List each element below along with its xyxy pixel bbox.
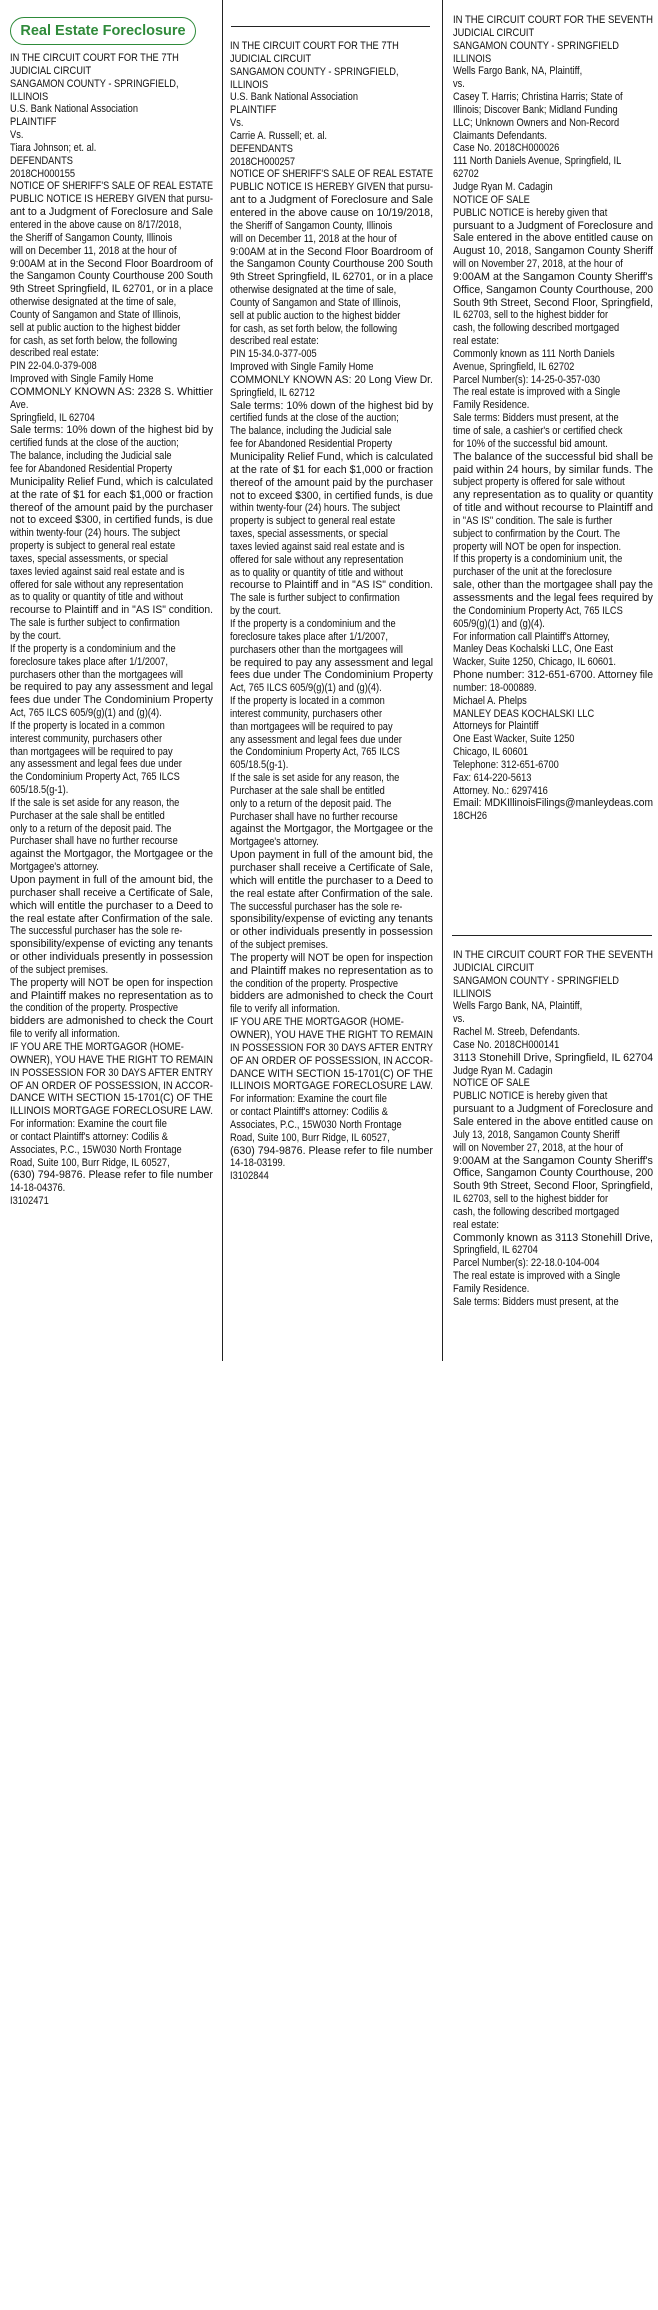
col1-line: the real estate after Confirmation of the sale. bbox=[10, 912, 214, 925]
col3a-line: Avenue, Springfield, IL 62702 bbox=[453, 360, 575, 373]
col1-line: U.S. Bank National Association bbox=[10, 103, 139, 116]
col1-line: entered in the above cause on 8/17/2018, bbox=[10, 218, 182, 231]
col2-line: Sale terms: 10% down of the highest bid by bbox=[230, 399, 434, 412]
col2-line: JUDICIAL CIRCUIT bbox=[230, 52, 312, 65]
col3a-line: 9:00AM at the Sangamon County Sheriff's bbox=[453, 270, 653, 283]
col3a-line: paid within 24 hours, by similar funds. The bbox=[453, 463, 654, 476]
col1-line: fee for Abandoned Residential Property bbox=[10, 463, 173, 475]
col1-line: I3102471 bbox=[10, 1195, 49, 1208]
col3b-line: Case No. 2018CH000141 bbox=[453, 1038, 560, 1051]
col3b-line: Office, Sangamon County Courthouse, 200 bbox=[453, 1167, 654, 1180]
col1-line: County of Sangamon and State of Illinois, bbox=[10, 308, 181, 321]
col3b-line: Sale terms: Bidders must present, at the bbox=[453, 1295, 619, 1308]
col3a-line: Wells Fargo Bank, NA, Plaintiff, bbox=[453, 65, 583, 78]
col1-line: The successful purchaser has the sole re- bbox=[10, 925, 183, 938]
col3a-line: August 10, 2018, Sangamon County Sheriff bbox=[453, 245, 653, 258]
col1-line: property is subject to general real estate bbox=[10, 540, 176, 553]
col2-line: If the sale is set aside for any reason, the bbox=[230, 772, 400, 785]
col3a-line: assessments and the legal fees required by bbox=[453, 591, 653, 604]
col3a-line: Email: MDKIllinoisFilings@manleydeas.com bbox=[453, 797, 654, 810]
col1-line: 14-18-04376. bbox=[10, 1182, 66, 1195]
col1-line: Act, 765 ILCS 605/9(g)(1) and (g)(4). bbox=[10, 707, 162, 720]
col1-line: purchasers other than the mortgagees will bbox=[10, 668, 183, 681]
col1-line: OWNER), YOU HAVE THE RIGHT TO REMAIN bbox=[10, 1053, 214, 1066]
col1-line: as to quality or quantity of title and without bbox=[10, 591, 183, 604]
col3a-line: purchaser of the unit at the foreclosure bbox=[453, 566, 612, 579]
col2-line: I3102844 bbox=[230, 1170, 269, 1183]
col3a-line: Wacker, Suite 1250, Chicago, IL 60601. bbox=[453, 656, 616, 669]
col2-line: Mortgagee's attorney. bbox=[230, 836, 319, 849]
col1-line: any assessment and legal fees due under bbox=[10, 758, 182, 771]
col3a-line: ILLINOIS bbox=[453, 52, 492, 65]
col3a-line: Attorney. No.: 6297416 bbox=[453, 784, 548, 797]
col3a-line: LLC; Unknown Owners and Non-Record bbox=[453, 116, 620, 129]
col1-line: of the subject premises. bbox=[10, 963, 109, 976]
col3b-line: The real estate is improved with a Single bbox=[453, 1270, 621, 1283]
column-3-notice-b bbox=[453, 949, 658, 2310]
col3a-line: 111 North Daniels Avenue, Springfield, IL bbox=[453, 155, 622, 168]
col1-line: fees due under The Condominium Property bbox=[10, 694, 213, 707]
col1-line: If the property is a condominium and the bbox=[10, 642, 176, 655]
col2-line: only to a return of the deposit paid. The bbox=[230, 797, 392, 810]
col2-line: bidders are admonished to check the Court bbox=[230, 990, 433, 1003]
col1-line: at the rate of $1 for each $1,000 or fraction bbox=[10, 488, 214, 501]
col3a-line: Manley Deas Kochalski LLC, One East bbox=[453, 643, 614, 656]
col1-line: PLAINTIFF bbox=[10, 116, 57, 129]
col3a-line: vs. bbox=[453, 78, 465, 91]
col1-line: recourse to Plaintiff and in "AS IS" condition. bbox=[10, 604, 214, 617]
col3b-line: IL 62703, sell to the highest bidder for bbox=[453, 1193, 609, 1206]
col2-line: SANGAMON COUNTY - SPRINGFIELD, bbox=[230, 65, 399, 78]
col2-line: County of Sangamon and State of Illinois, bbox=[230, 296, 401, 309]
col3b-line: vs. bbox=[453, 1013, 465, 1026]
col3a-line: subject to confirmation by the Court. The bbox=[453, 527, 621, 540]
col2-line: Carrie A. Russell; et. al. bbox=[230, 129, 328, 142]
col1-line: OF AN ORDER OF POSSESSION, IN ACCOR- bbox=[10, 1079, 213, 1092]
col3a-line: JUDICIAL CIRCUIT bbox=[453, 26, 535, 39]
col2-line: taxes, special assessments, or special bbox=[230, 528, 388, 541]
col1-line: described real estate: bbox=[10, 347, 99, 360]
col1-line: Associates, P.C., 15W030 North Frontage bbox=[10, 1143, 182, 1156]
col3a-line: Commonly known as 111 North Daniels bbox=[453, 347, 615, 360]
col3a-line: IN THE CIRCUIT COURT FOR THE SEVENTH bbox=[453, 14, 653, 26]
col1-line: PIN 22-04.0-379-008 bbox=[10, 360, 97, 373]
col3a-line: 605/9(g)(1) and (g)(4). bbox=[453, 617, 545, 630]
col3a-line: South 9th Street, Second Floor, Springfield, bbox=[453, 296, 653, 309]
col2-line: Improved with Single Family Home bbox=[230, 361, 374, 374]
col3b-line: Rachel M. Streeb, Defendants. bbox=[453, 1026, 580, 1039]
col1-line: DANCE WITH SECTION 15-1701(C) OF THE bbox=[10, 1092, 213, 1105]
col2-line: described real estate: bbox=[230, 335, 319, 348]
col2-line: be required to pay any assessment and legal bbox=[230, 656, 434, 669]
col3b-line: Parcel Number(s): 22-18.0-104-004 bbox=[453, 1257, 600, 1270]
col1-line: If the property is located in a common bbox=[10, 719, 165, 732]
column2-top-rule bbox=[231, 26, 430, 27]
col1-line: which will entitle the purchaser to a Deed to bbox=[10, 899, 214, 912]
col2-line: or other individuals presently in possession bbox=[230, 926, 433, 939]
col2-line: the Sangamon County Courthouse 200 South bbox=[230, 258, 433, 271]
col3b-line: 9:00AM at the Sangamon County Sheriff's bbox=[453, 1154, 653, 1167]
col1-line: 2018CH000155 bbox=[10, 167, 76, 180]
col2-line: property is subject to general real estate bbox=[230, 515, 396, 528]
col3a-line: PUBLIC NOTICE is hereby given that bbox=[453, 206, 608, 219]
col3a-line: property will NOT be open for inspection. bbox=[453, 540, 622, 553]
col3a-line: The balance of the successful bid shall be bbox=[453, 450, 654, 463]
col2-line: offered for sale without any representation bbox=[230, 553, 404, 566]
col2-line: Vs. bbox=[230, 117, 244, 130]
col1-line: COMMONLY KNOWN AS: 2328 S. Whittier bbox=[10, 385, 214, 398]
col1-line: by the court. bbox=[10, 629, 62, 642]
col2-line: sponsibility/expense of evicting any tenants bbox=[230, 913, 433, 926]
col1-line: the Sheriff of Sangamon County, Illinois bbox=[10, 231, 173, 244]
col3a-line: Telephone: 312-651-6700 bbox=[453, 758, 559, 771]
col2-line: the Condominium Property Act, 765 ILCS bbox=[230, 746, 400, 759]
col2-line: ant to a Judgment of Foreclosure and Sale bbox=[230, 194, 434, 207]
col3a-line: Casey T. Harris; Christina Harris; State of bbox=[453, 91, 623, 104]
col1-line: For information: Examine the court file bbox=[10, 1118, 167, 1131]
col2-line: OF AN ORDER OF POSSESSION, IN ACCOR- bbox=[230, 1054, 433, 1067]
col2-line: IN THE CIRCUIT COURT FOR THE 7TH bbox=[230, 40, 399, 52]
col3a-line: subject property is offered for sale without bbox=[453, 476, 625, 489]
col1-line: SANGAMON COUNTY - SPRINGFIELD, bbox=[10, 77, 179, 90]
col3b-line: cash, the following described mortgaged bbox=[453, 1205, 620, 1218]
col1-line: Upon payment in full of the amount bid, the bbox=[10, 874, 213, 886]
col2-line: purchasers other than the mortgagees will bbox=[230, 643, 403, 656]
col1-line: 605/18.5(g-1). bbox=[10, 784, 69, 797]
col3b-line: Springfield, IL 62704 bbox=[453, 1244, 538, 1257]
col1-line: IN THE CIRCUIT COURT FOR THE 7TH bbox=[10, 52, 179, 64]
col2-line: (630) 794-9876. Please refer to file number bbox=[230, 1144, 433, 1157]
col1-line: Improved with Single Family Home bbox=[10, 373, 154, 386]
col2-line: the condition of the property. Prospective bbox=[230, 977, 399, 990]
col1-line: otherwise designated at the time of sale, bbox=[10, 296, 177, 309]
col2-line: sell at public auction to the highest bidder bbox=[230, 309, 401, 322]
col3a-line: the Condominium Property Act, 765 ILCS bbox=[453, 604, 623, 617]
col2-line: Upon payment in full of the amount bid, the bbox=[230, 849, 433, 862]
col2-line: within twenty-four (24) hours. The subject bbox=[230, 502, 401, 515]
col3a-line: NOTICE OF SALE bbox=[453, 193, 530, 206]
col2-line: Associates, P.C., 15W030 North Frontage bbox=[230, 1118, 402, 1131]
col2-line: DANCE WITH SECTION 15-1701(C) OF THE bbox=[230, 1067, 433, 1080]
col3a-line: Fax: 614-220-5613 bbox=[453, 771, 532, 784]
col2-line: fee for Abandoned Residential Property bbox=[230, 438, 393, 451]
col3b-line: PUBLIC NOTICE is hereby given that bbox=[453, 1090, 608, 1103]
col1-line: If the sale is set aside for any reason, the bbox=[10, 796, 180, 809]
col1-line: foreclosure takes place after 1/1/2007, bbox=[10, 655, 168, 668]
col2-line: Act, 765 ILCS 605/9(g)(1) and (g)(4). bbox=[230, 682, 382, 695]
col3a-line: Illinois; Discover Bank; Midland Funding bbox=[453, 103, 618, 116]
col1-line: NOTICE OF SHERIFF'S SALE OF REAL ESTATE bbox=[10, 180, 214, 193]
col2-line: Springfield, IL 62712 bbox=[230, 386, 315, 399]
col2-line: IF YOU ARE THE MORTGAGOR (HOME- bbox=[230, 1016, 404, 1029]
col3b-line: real estate: bbox=[453, 1218, 499, 1231]
col1-line: Mortgagee's attorney. bbox=[10, 861, 99, 874]
col1-line: only to a return of the deposit paid. The bbox=[10, 822, 172, 835]
col3a-line: Family Residence. bbox=[453, 399, 530, 412]
col1-line: the Condominium Property Act, 765 ILCS bbox=[10, 771, 180, 784]
col1-line: be required to pay any assessment and legal bbox=[10, 681, 214, 694]
col2-line: DEFENDANTS bbox=[230, 142, 293, 155]
col2-line: foreclosure takes place after 1/1/2007, bbox=[230, 630, 388, 643]
col2-line: at the rate of $1 for each $1,000 or fraction bbox=[230, 463, 434, 476]
col2-line: 14-18-03199. bbox=[230, 1157, 286, 1170]
col3b-line: South 9th Street, Second Floor, Springfield, bbox=[453, 1180, 653, 1193]
col2-line: 9:00AM at in the Second Floor Boardroom of bbox=[230, 245, 433, 258]
col1-line: Tiara Johnson; et. al. bbox=[10, 141, 97, 154]
col2-line: the Sheriff of Sangamon County, Illinois bbox=[230, 219, 393, 232]
col2-line: Purchaser at the sale shall be entitled bbox=[230, 784, 385, 797]
col3a-line: any representation as to quality or quantity bbox=[453, 489, 654, 502]
col2-line: as to quality or quantity of title and without bbox=[230, 566, 403, 579]
col3b-line: Sale entered in the above entitled cause on bbox=[453, 1115, 654, 1128]
col2-line: 2018CH000257 bbox=[230, 155, 296, 168]
col1-line: bidders are admonished to check the Court bbox=[10, 1015, 213, 1028]
col3a-line: in "AS IS" condition. The sale is further bbox=[453, 514, 613, 527]
col3a-line: Chicago, IL 60601 bbox=[453, 746, 529, 759]
column-2-notice bbox=[230, 40, 462, 1401]
col2-line: 605/18.5(g-1). bbox=[230, 759, 289, 772]
col2-line: fees due under The Condominium Property bbox=[230, 669, 433, 682]
col2-line: OWNER), YOU HAVE THE RIGHT TO REMAIN bbox=[230, 1028, 434, 1041]
col2-line: interest community, purchasers other bbox=[230, 707, 383, 720]
col1-line: Purchaser at the sale shall be entitled bbox=[10, 809, 165, 822]
col2-line: NOTICE OF SHERIFF'S SALE OF REAL ESTATE bbox=[230, 168, 434, 181]
col1-line: The balance, including the Judicial sale bbox=[10, 450, 172, 463]
col3b-line: IN THE CIRCUIT COURT FOR THE SEVENTH bbox=[453, 949, 653, 961]
col3a-line: The real estate is improved with a Single bbox=[453, 386, 621, 399]
col2-line: entered in the above cause on 10/19/2018, bbox=[230, 206, 434, 219]
col1-line: IN POSSESSION FOR 30 DAYS AFTER ENTRY bbox=[10, 1066, 214, 1079]
col1-line: Springfield, IL 62704 bbox=[10, 411, 95, 424]
col2-line: If the property is located in a common bbox=[230, 695, 385, 708]
col1-line: will on December 11, 2018 at the hour of bbox=[10, 244, 177, 257]
col1-line: taxes levied against said real estate and is bbox=[10, 565, 185, 578]
col3b-line: NOTICE OF SALE bbox=[453, 1077, 530, 1090]
col1-line: taxes, special assessments, or special bbox=[10, 552, 168, 565]
col2-line: PUBLIC NOTICE IS HEREBY GIVEN that pursu- bbox=[230, 181, 433, 194]
col3a-line: sale, other than the mortgagee shall pay the bbox=[453, 579, 653, 592]
col3b-line: Judge Ryan M. Cadagin bbox=[453, 1064, 553, 1077]
col1-line: The sale is further subject to confirmation bbox=[10, 617, 180, 630]
col2-line: Road, Suite 100, Burr Ridge, IL 60527, bbox=[230, 1131, 390, 1144]
col1-line: Vs. bbox=[10, 129, 24, 142]
col3a-line: time of sale, a cashier's or certified check bbox=[453, 425, 623, 437]
col2-line: taxes levied against said real estate and is bbox=[230, 540, 405, 553]
col2-line: PLAINTIFF bbox=[230, 104, 277, 117]
col2-line: 9th Street Springfield, IL 62701, or in a place bbox=[230, 271, 434, 284]
col1-line: PUBLIC NOTICE IS HEREBY GIVEN that pursu- bbox=[10, 193, 213, 206]
col2-line: Purchaser shall have no further recourse bbox=[230, 810, 398, 823]
col2-line: U.S. Bank National Association bbox=[230, 91, 359, 104]
col1-line: JUDICIAL CIRCUIT bbox=[10, 64, 92, 77]
col2-line: or contact Plaintiff's attorney: Codilis & bbox=[230, 1106, 388, 1119]
col2-line: certified funds at the close of the auction; bbox=[230, 412, 399, 425]
col1-line: Municipality Relief Fund, which is calculated bbox=[10, 475, 214, 488]
col3a-line: Claimants Defendants. bbox=[453, 129, 547, 142]
col1-line: IF YOU ARE THE MORTGAGOR (HOME- bbox=[10, 1040, 184, 1053]
col1-line: the condition of the property. Prospective bbox=[10, 1002, 179, 1015]
col2-line: recourse to Plaintiff and in "AS IS" condition. bbox=[230, 579, 434, 592]
col1-line: the Sangamon County Courthouse 200 South bbox=[10, 270, 213, 283]
col3a-line: If this property is a condominium unit, the bbox=[453, 553, 623, 566]
col3a-line: number: 18-000889. bbox=[453, 681, 537, 694]
col1-line: sell at public auction to the highest bidder bbox=[10, 321, 181, 334]
col2-line: The sale is further subject to confirmation bbox=[230, 592, 400, 605]
col3a-line: Sale entered in the above entitled cause on bbox=[453, 232, 654, 245]
col1-line: file to verify all information. bbox=[10, 1028, 120, 1041]
col3b-line: Wells Fargo Bank, NA, Plaintiff, bbox=[453, 1000, 583, 1013]
col1-line: 9:00AM at in the Second Floor Boardroom of bbox=[10, 257, 213, 270]
section-label: Real Estate Foreclosure bbox=[20, 23, 186, 39]
col2-line: by the court. bbox=[230, 605, 282, 618]
col3a-line: MANLEY DEAS KOCHALSKI LLC bbox=[453, 707, 595, 720]
col1-line: and Plaintiff makes no representation as to bbox=[10, 989, 214, 1002]
col2-line: which will entitle the purchaser to a Deed to bbox=[230, 874, 434, 887]
col1-line: not to exceed $300, in certified funds, is due bbox=[10, 514, 214, 527]
col3a-line: 62702 bbox=[453, 168, 479, 181]
col2-line: the real estate after Confirmation of the sale. bbox=[230, 887, 434, 900]
col1-line: (630) 794-9876. Please refer to file number bbox=[10, 1169, 213, 1182]
col2-line: will on December 11, 2018 at the hour of bbox=[230, 232, 397, 245]
col1-line: Road, Suite 100, Burr Ridge, IL 60527, bbox=[10, 1156, 170, 1169]
col1-line: Sale terms: 10% down of the highest bid by bbox=[10, 424, 214, 437]
col2-line: The balance, including the Judicial sale bbox=[230, 425, 392, 438]
col2-line: otherwise designated at the time of sale, bbox=[230, 284, 397, 297]
col2-line: PIN 15-34.0-377-005 bbox=[230, 348, 317, 361]
col3b-line: pursuant to a Judgment of Foreclosure and bbox=[453, 1103, 654, 1116]
col2-line: and Plaintiff makes no representation as to bbox=[230, 964, 434, 977]
col3a-line: Office, Sangamon County Courthouse, 200 bbox=[453, 283, 654, 296]
col1-line: thereof of the amount paid by the purchaser bbox=[10, 501, 213, 514]
col3a-line: for 10% of the successful bid amount. bbox=[453, 437, 608, 450]
col3a-line: Phone number: 312-651-6700. Attorney file bbox=[453, 669, 654, 682]
col1-line: ILLINOIS MORTGAGE FORECLOSURE LAW. bbox=[10, 1105, 213, 1118]
col3a-line: will on November 27, 2018, at the hour of bbox=[453, 258, 623, 271]
col3a-line: Michael A. Phelps bbox=[453, 694, 527, 707]
col3b-line: July 13, 2018, Sangamon County Sheriff bbox=[453, 1128, 620, 1141]
col3a-line: Attorneys for Plaintiff bbox=[453, 720, 539, 733]
col2-line: thereof of the amount paid by the purchaser bbox=[230, 476, 433, 489]
col2-line: If the property is a condominium and the bbox=[230, 617, 396, 630]
col1-line: ILLINOIS bbox=[10, 90, 49, 103]
col1-line: Purchaser shall have no further recourse bbox=[10, 835, 178, 848]
col1-line: than mortgagees will be required to pay bbox=[10, 745, 173, 758]
col3b-line: SANGAMON COUNTY - SPRINGFIELD bbox=[453, 974, 619, 987]
col3b-line: will on November 27, 2018, at the hour of bbox=[453, 1141, 623, 1154]
col2-line: against the Mortgagor, the Mortgagee or the bbox=[230, 823, 434, 836]
col2-line: For information: Examine the court file bbox=[230, 1093, 387, 1106]
col1-line: Ave. bbox=[10, 398, 29, 411]
col1-line: or contact Plaintiff's attorney: Codilis & bbox=[10, 1130, 168, 1143]
col3b-line: Family Residence. bbox=[453, 1282, 530, 1295]
col1-line: within twenty-four (24) hours. The subject bbox=[10, 527, 181, 540]
col2-line: than mortgagees will be required to pay bbox=[230, 720, 393, 733]
col1-line: DEFENDANTS bbox=[10, 154, 73, 167]
col1-line: offered for sale without any representation bbox=[10, 578, 184, 591]
section-label-badge bbox=[10, 17, 196, 45]
col1-line: or other individuals presently in possession bbox=[10, 951, 213, 964]
col3a-line: For information call Plaintiff's Attorney, bbox=[453, 630, 610, 643]
col2-line: any assessment and legal fees due under bbox=[230, 733, 402, 746]
col3a-line: Parcel Number(s): 14-25-0-357-030 bbox=[453, 373, 601, 386]
col1-line: 9th Street Springfield, IL 62701, or in a place bbox=[10, 283, 214, 296]
col1-line: interest community, purchasers other bbox=[10, 732, 163, 745]
col2-line: of the subject premises. bbox=[230, 939, 329, 952]
col3a-line: SANGAMON COUNTY - SPRINGFIELD bbox=[453, 39, 619, 52]
col3b-line: ILLINOIS bbox=[453, 987, 492, 1000]
col2-line: Municipality Relief Fund, which is calculated bbox=[230, 451, 434, 463]
col3a-line: Case No. 2018CH000026 bbox=[453, 142, 560, 155]
col3a-line: One East Wacker, Suite 1250 bbox=[453, 733, 575, 746]
col3a-line: pursuant to a Judgment of Foreclosure and bbox=[453, 219, 654, 232]
col2-line: purchaser shall receive a Certificate of Sale, bbox=[230, 862, 434, 874]
col2-line: The property will NOT be open for inspection bbox=[230, 951, 433, 964]
col1-line: sponsibility/expense of evicting any tenants bbox=[10, 938, 213, 951]
col2-line: ILLINOIS MORTGAGE FORECLOSURE LAW. bbox=[230, 1080, 433, 1093]
col3b-line: 3113 Stonehill Drive, Springfield, IL 62704 bbox=[453, 1051, 654, 1064]
col3a-line: 18CH26 bbox=[453, 810, 488, 823]
col1-line: ant to a Judgment of Foreclosure and Sale bbox=[10, 206, 214, 219]
col1-line: certified funds at the close of the auction; bbox=[10, 437, 179, 450]
col3a-line: of title and without recourse to Plaintiff and bbox=[453, 502, 654, 515]
col3b-line: Commonly known as 3113 Stonehill Drive, bbox=[453, 1231, 654, 1244]
col1-line: The property will NOT be open for inspection bbox=[10, 976, 213, 989]
col2-line: for cash, as set forth below, the following bbox=[230, 322, 398, 335]
col3b-line: JUDICIAL CIRCUIT bbox=[453, 961, 535, 974]
col1-line: purchaser shall receive a Certificate of Sale, bbox=[10, 886, 214, 899]
column-1-notice bbox=[10, 52, 242, 1413]
col3a-line: cash, the following described mortgaged bbox=[453, 322, 620, 335]
col3a-line: real estate: bbox=[453, 335, 499, 348]
col2-line: The successful purchaser has the sole re- bbox=[230, 900, 403, 913]
col1-line: for cash, as set forth below, the following bbox=[10, 334, 178, 347]
col3a-line: Sale terms: Bidders must present, at the bbox=[453, 412, 619, 425]
col2-line: COMMONLY KNOWN AS: 20 Long View Dr. bbox=[230, 373, 433, 386]
col2-line: IN POSSESSION FOR 30 DAYS AFTER ENTRY bbox=[230, 1041, 434, 1054]
col3a-line: Judge Ryan M. Cadagin bbox=[453, 180, 553, 193]
col2-line: not to exceed $300, in certified funds, is due bbox=[230, 489, 434, 502]
col2-line: file to verify all information. bbox=[230, 1003, 340, 1016]
col2-line: ILLINOIS bbox=[230, 78, 269, 91]
col3a-line: IL 62703, sell to the highest bidder for bbox=[453, 309, 609, 322]
col1-line: against the Mortgagor, the Mortgagee or the bbox=[10, 848, 214, 861]
